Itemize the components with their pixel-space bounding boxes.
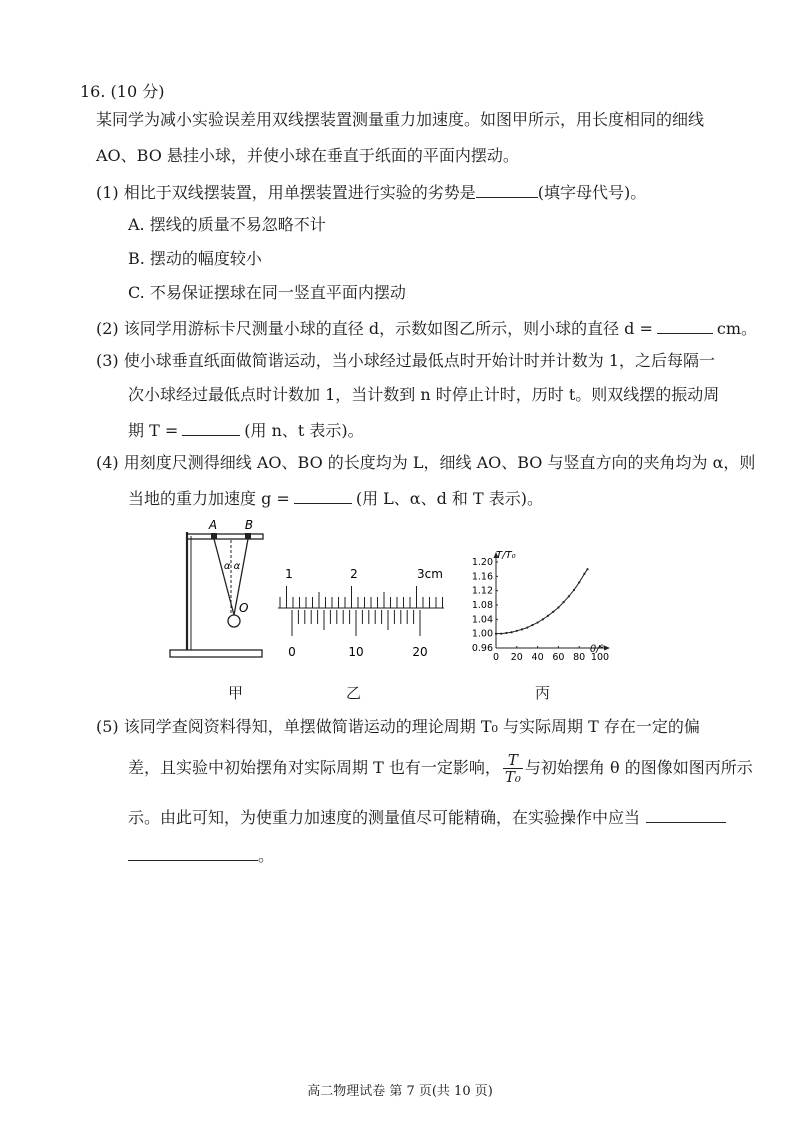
chart-data-point (537, 621, 539, 623)
chart-data-point (547, 615, 549, 617)
chart-data-point (505, 632, 507, 634)
q3-line-3 (128, 419, 364, 441)
q4-line-2 (128, 487, 543, 509)
chart-data-point (542, 618, 544, 620)
chart-data-point (563, 601, 565, 603)
main-label-2: 2 (350, 567, 358, 581)
q5-line-3 (128, 806, 726, 828)
q2-answer-blank[interactable] (657, 317, 713, 334)
chart-xlabel: θ/° (590, 644, 605, 655)
chart-data-point (583, 573, 585, 575)
chart-series-line (496, 569, 588, 634)
chart-data-point (531, 624, 533, 626)
q4-text: 当地的重力加速度 g = (128, 489, 290, 508)
chart-data-point (511, 631, 513, 633)
q5-answer-blank-1[interactable] (646, 806, 726, 823)
label-b: B (244, 518, 254, 532)
chart-data-point (516, 630, 518, 632)
q5-text-a: 差，且实验中初始摆角对实际周期 T 也有一定影响， (128, 758, 501, 777)
option-c: C. 不易保证摆球在同一竖直平面内摆动 (128, 283, 406, 302)
stand-arm (187, 534, 263, 539)
pendulum-ball (228, 615, 240, 627)
intro-line-1: 某同学为减小实验误差用双线摆装置测量重力加速度。如图甲所示，用长度相同的细线 (96, 110, 705, 129)
q3-line-1: (3) 使小球垂直纸面做简谐运动，当小球经过最低点时开始计时并计数为 1，之后每隔一 (96, 351, 716, 370)
intro-line-2: AO、BO 悬挂小球，并使小球在垂直于纸面的平面内摆动。 (96, 146, 519, 165)
chart-ylabel: T/T₀ (496, 550, 516, 561)
q1-suffix: (填字母代号)。 (537, 183, 647, 202)
fraction-denominator: T₀ (504, 768, 521, 786)
chart-y-tick-label: 1.20 (471, 557, 493, 568)
main-label-1: 1 (285, 567, 293, 581)
clamp-a (211, 533, 217, 539)
chart-data-point (500, 633, 502, 635)
q5-line-1: (5) 该同学查阅资料得知，单摆做简谐运动的理论周期 T₀ 与实际周期 T 存在一定的偏 (96, 717, 700, 736)
caption-yi: 乙 (346, 684, 362, 702)
q2-suffix: cm。 (716, 319, 758, 338)
q4-suffix: (用 L、α、d 和 T 表示)。 (355, 489, 544, 508)
chart-x-tick-label: 60 (552, 652, 565, 663)
page-footer: 高二物理试卷 第 7 页(共 10 页) (307, 1084, 493, 1099)
label-o: O (239, 601, 249, 615)
chart-y-tick-label: 1.08 (471, 600, 493, 611)
q2-line (96, 317, 757, 339)
chart-y-tick-label: 1.00 (471, 628, 493, 640)
q3-text: 期 T = (128, 421, 179, 440)
q3-suffix: (用 n、t 表示)。 (244, 421, 364, 440)
chart-x-axis-arrow (604, 646, 610, 651)
main-label-3cm: 3cm (417, 567, 443, 581)
q5-text-c: 示。由此可知，为使重力加速度的测量值尽可能精确，在实验操作中应当 (128, 808, 641, 827)
q5-end: 。 (258, 846, 275, 865)
q4-line-1: (4) 用刻度尺测得细线 AO、BO 的长度均为 L，细线 AO、BO 与竖直方向的夹角均为 α，则 (96, 453, 756, 472)
q1-line (96, 181, 646, 203)
chart-data-point (578, 581, 580, 583)
clamp-b (245, 533, 251, 539)
chart-data-point (552, 611, 554, 613)
q5-answer-blank-2[interactable] (128, 844, 258, 861)
vernier-label-0: 0 (288, 645, 296, 659)
chart-x-tick-label: 40 (531, 652, 544, 663)
q3-line-2: 次小球经过最低点时计数加 1，当计数到 n 时停止计时，历时 t。则双线摆的振动周 (128, 385, 720, 404)
chart-data-point (586, 568, 588, 570)
q1-answer-blank[interactable] (476, 181, 538, 198)
q5-text-b: 与初始摆角 θ 的图像如图丙所示 (524, 758, 753, 777)
figure-yi (272, 560, 462, 670)
fraction-numerator: T (503, 752, 523, 769)
question-header: 16. (10 分) (80, 82, 165, 101)
q4-answer-blank[interactable] (294, 487, 352, 504)
option-b: B. 摆动的幅度较小 (128, 249, 262, 268)
ratio-fraction (503, 752, 523, 785)
option-a: A. 摆线的质量不易忽略不计 (128, 215, 326, 234)
chart-y-tick-label: 1.16 (471, 571, 493, 583)
chart-data-point (573, 589, 575, 591)
chart-data-point (526, 626, 528, 628)
chart-y-tick-label: 0.96 (471, 643, 493, 654)
figure-bing-chart (452, 548, 612, 673)
vernier-label-10: 10 (348, 645, 364, 659)
label-a: A (208, 518, 218, 532)
chart-data-point (495, 633, 497, 635)
chart-data-point (568, 595, 570, 597)
chart-y-tick-label: 1.04 (471, 614, 493, 626)
chart-x-tick-label: 100 (590, 652, 610, 663)
q1-text: (1) 相比于双线摆装置，用单摆装置进行实验的劣势是 (96, 183, 476, 202)
chart-y-tick-label: 1.12 (471, 585, 493, 597)
chart-data-point (521, 628, 523, 630)
vernier-label-20: 20 (412, 645, 428, 659)
chart-x-tick-label: 80 (573, 652, 586, 663)
q5-line-2 (128, 752, 753, 785)
q5-line-4 (128, 844, 274, 866)
q2-text: (2) 该同学用游标卡尺测量小球的直径 d，示数如图乙所示，则小球的直径 d = (96, 319, 653, 338)
main-scale (280, 586, 443, 608)
figure-jia (165, 518, 275, 658)
chart-x-tick-label: 20 (510, 652, 523, 663)
caption-bing: 丙 (535, 684, 551, 702)
chart-x-tick-label: 0 (492, 652, 500, 663)
label-alpha: α α (223, 561, 241, 572)
vernier-scale (292, 610, 420, 636)
chart-data-point (557, 606, 559, 608)
stand-base (170, 650, 262, 657)
caption-jia: 甲 (228, 684, 244, 702)
q3-answer-blank[interactable] (182, 419, 240, 436)
